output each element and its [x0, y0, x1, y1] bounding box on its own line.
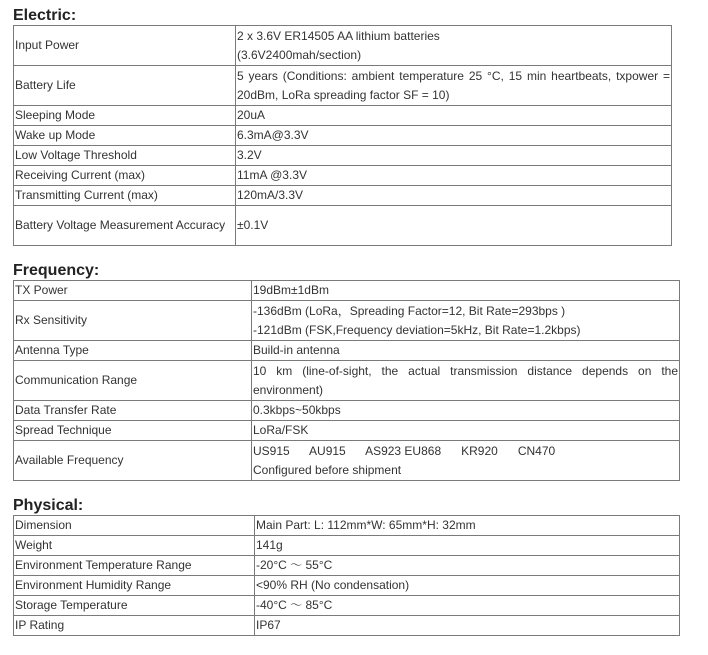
row-value: 6.3mA@3.3V — [236, 126, 672, 146]
row-value: Main Part: L: 112mm*W: 65mm*H: 32mm — [255, 516, 680, 536]
electric-table — [13, 25, 672, 246]
row-label: Transmitting Current (max) — [14, 186, 236, 206]
row-label: Environment Temperature Range — [14, 556, 255, 576]
row-label: Battery Life — [14, 66, 236, 106]
frequency-section — [13, 262, 680, 481]
row-label: Dimension — [14, 516, 255, 536]
table-row — [14, 186, 672, 206]
row-label: Sleeping Mode — [14, 106, 236, 126]
row-label: Storage Temperature — [14, 596, 255, 616]
row-value: 10 km (line-of-sight, the actual transmission distance depends on the environment) — [252, 361, 680, 401]
table-row — [14, 516, 680, 536]
row-value: 120mA/3.3V — [236, 186, 672, 206]
table-row — [14, 441, 680, 481]
electric-section — [13, 7, 672, 246]
row-label: Low Voltage Threshold — [14, 146, 236, 166]
row-label: Antenna Type — [14, 341, 252, 361]
frequency-table — [13, 280, 680, 481]
table-row — [14, 146, 672, 166]
table-row — [14, 556, 680, 576]
row-value: 141g — [255, 536, 680, 556]
row-label: Rx Sensitivity — [14, 301, 252, 341]
physical-table — [13, 515, 680, 636]
table-row — [14, 341, 680, 361]
frequency-heading: Frequency: — [13, 262, 100, 279]
row-label: Wake up Mode — [14, 126, 236, 146]
row-value: 20uA — [236, 106, 672, 126]
physical-section — [13, 497, 680, 636]
row-label: TX Power — [14, 281, 252, 301]
row-value: -136dBm (LoRa，Spreading Factor=12, Bit Rate=293bps ) -121dBm (FSK,Frequency deviation=5kHz, Bit Rate=1.2kbps) — [252, 301, 680, 341]
table-row — [14, 206, 672, 246]
table-row — [14, 106, 672, 126]
row-label: Input Power — [14, 26, 236, 66]
table-row — [14, 596, 680, 616]
row-label: IP Rating — [14, 616, 255, 636]
row-value: 2 x 3.6V ER14505 AA lithium batteries (3.6V2400mah/section) — [236, 26, 672, 66]
table-row — [14, 26, 672, 66]
table-row — [14, 421, 680, 441]
row-value: LoRa/FSK — [252, 421, 680, 441]
table-row — [14, 361, 680, 401]
table-row — [14, 301, 680, 341]
row-label: Spread Technique — [14, 421, 252, 441]
row-value: 11mA @3.3V — [236, 166, 672, 186]
row-value: 3.2V — [236, 146, 672, 166]
row-value: Build-in antenna — [252, 341, 680, 361]
table-row — [14, 166, 672, 186]
row-label: Receiving Current (max) — [14, 166, 236, 186]
table-row — [14, 401, 680, 421]
row-value: 19dBm±1dBm — [252, 281, 680, 301]
table-row — [14, 616, 680, 636]
row-value: IP67 — [255, 616, 680, 636]
table-row — [14, 126, 672, 146]
row-label: Weight — [14, 536, 255, 556]
electric-heading: Electric: — [13, 7, 77, 24]
row-label: Available Frequency — [14, 441, 252, 481]
table-row — [14, 66, 672, 106]
row-value: 5 years (Conditions: ambient temperature 25 °C, 15 min heartbeats, txpower = 20dBm, LoRa spreading factor SF = 10) — [236, 66, 672, 106]
table-row — [14, 536, 680, 556]
row-value: -20°C ～ 55°C — [255, 556, 680, 576]
row-label: Data Transfer Rate — [14, 401, 252, 421]
table-row — [14, 576, 680, 596]
row-value: -40°C ～ 85°C — [255, 596, 680, 616]
row-value: <90% RH (No condensation) — [255, 576, 680, 596]
row-label: Battery Voltage Measurement Accuracy — [14, 206, 236, 246]
row-label: Environment Humidity Range — [14, 576, 255, 596]
row-value: 0.3kbps~50kbps — [252, 401, 680, 421]
row-label: Communication Range — [14, 361, 252, 401]
table-row — [14, 281, 680, 301]
row-value: ±0.1V — [236, 206, 672, 246]
row-value: US915 AU915 AS923 EU868 KR920 CN470 Configured before shipment — [252, 441, 680, 481]
physical-heading: Physical: — [13, 497, 84, 514]
